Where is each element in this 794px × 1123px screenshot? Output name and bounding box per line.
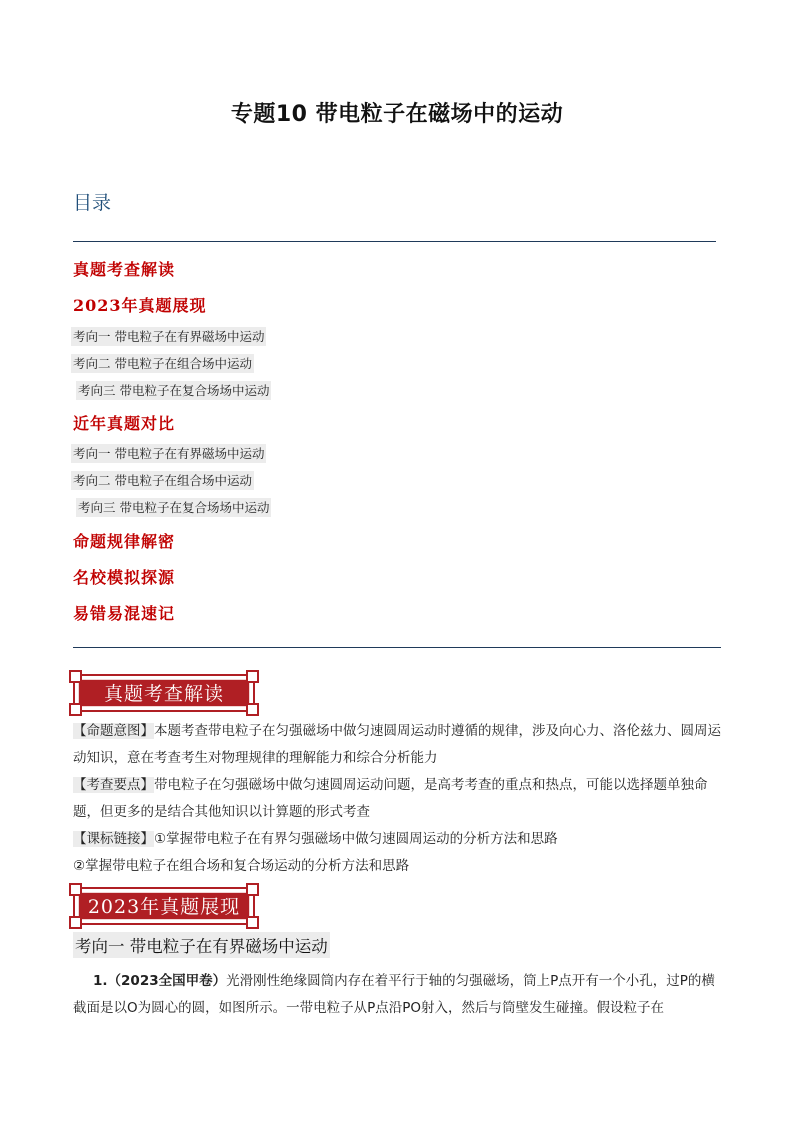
curriculum-link-paragraph (73, 826, 723, 853)
toc-item-2023-direction2[interactable]: 考向二 带电粒子在组合场中运动 (73, 356, 252, 371)
key-points-paragraph (73, 772, 723, 826)
intent-label: 【命题意图】 (73, 723, 154, 739)
question-number: 1. (93, 973, 108, 989)
banner-corner-ornament (69, 670, 82, 683)
curriculum-link-paragraph-2: ②掌握带电粒子在组合场和复合场运动的分析方法和思路 (73, 858, 410, 874)
toc-top-divider (73, 241, 716, 242)
toc-section-recent[interactable]: 近年真题对比 (73, 414, 176, 433)
question-text: 光滑刚性绝缘圆筒内存在着平行于轴的匀强磁场，筒上P点开有一个小孔，过P的横截面是以O为圆心的圆，如图所示。一带电粒子从P点沿PO射入，然后与筒壁发生碰撞。假设粒子在 (73, 973, 715, 1016)
question-1 (73, 968, 723, 1022)
intent-paragraph (73, 718, 723, 772)
banner-corner-ornament (69, 916, 82, 929)
toc-item-recent-direction1[interactable]: 考向一 带电粒子在有界磁场中运动 (73, 446, 265, 461)
banner-label: 真题考查解读 (78, 679, 250, 707)
intent-text: 本题考查带电粒子在匀强磁场中做匀速圆周运动时遵循的规律，涉及向心力、洛伦兹力、圆周运动知识，意在考查考生对物理规律的理解能力和综合分析能力 (73, 723, 721, 766)
banner-corner-ornament (246, 916, 259, 929)
curriculum-link-text: ①掌握带电粒子在有界匀强磁场中做匀速圆周运动的分析方法和思路 (154, 831, 558, 847)
toc-section-2023[interactable]: 2023年真题展现 (73, 296, 207, 315)
page-title: 专题10 带电粒子在磁场中的运动 (230, 102, 564, 127)
question-source: （2023全国甲卷） (107, 973, 227, 989)
toc-item-2023-direction1[interactable]: 考向一 带电粒子在有界磁场中运动 (73, 329, 265, 344)
toc-section-rules[interactable]: 命题规律解密 (73, 532, 176, 551)
toc-item-recent-direction2[interactable]: 考向二 带电粒子在组合场中运动 (73, 473, 252, 488)
curriculum-link-label: 【课标链接】 (73, 831, 154, 847)
toc-item-recent-direction3[interactable]: 考向三 带电粒子在复合场场中运动 (78, 500, 270, 515)
toc-section-mock[interactable]: 名校模拟探源 (73, 568, 176, 587)
toc-section-interpretation[interactable]: 真题考查解读 (73, 260, 176, 279)
key-points-label: 【考查要点】 (73, 777, 154, 793)
section-banner-2023 (73, 887, 255, 925)
banner-corner-ornament (246, 883, 259, 896)
banner-label: 2023年真题展现 (78, 892, 250, 920)
banner-corner-ornament (69, 703, 82, 716)
banner-corner-ornament (246, 703, 259, 716)
toc-item-2023-direction3[interactable]: 考向三 带电粒子在复合场场中运动 (78, 383, 270, 398)
toc-bottom-divider (73, 647, 721, 648)
toc-heading: 目录 (73, 192, 112, 214)
toc-section-mistakes[interactable]: 易错易混速记 (73, 604, 176, 623)
banner-corner-ornament (246, 670, 259, 683)
direction-heading-1: 考向一 带电粒子在有界磁场中运动 (73, 932, 330, 958)
banner-corner-ornament (69, 883, 82, 896)
section-banner-interpretation (73, 674, 255, 712)
key-points-text: 带电粒子在匀强磁场中做匀速圆周运动问题，是高考考查的重点和热点，可能以选择题单独命题，但更多的是结合其他知识以计算题的形式考查 (73, 777, 708, 820)
